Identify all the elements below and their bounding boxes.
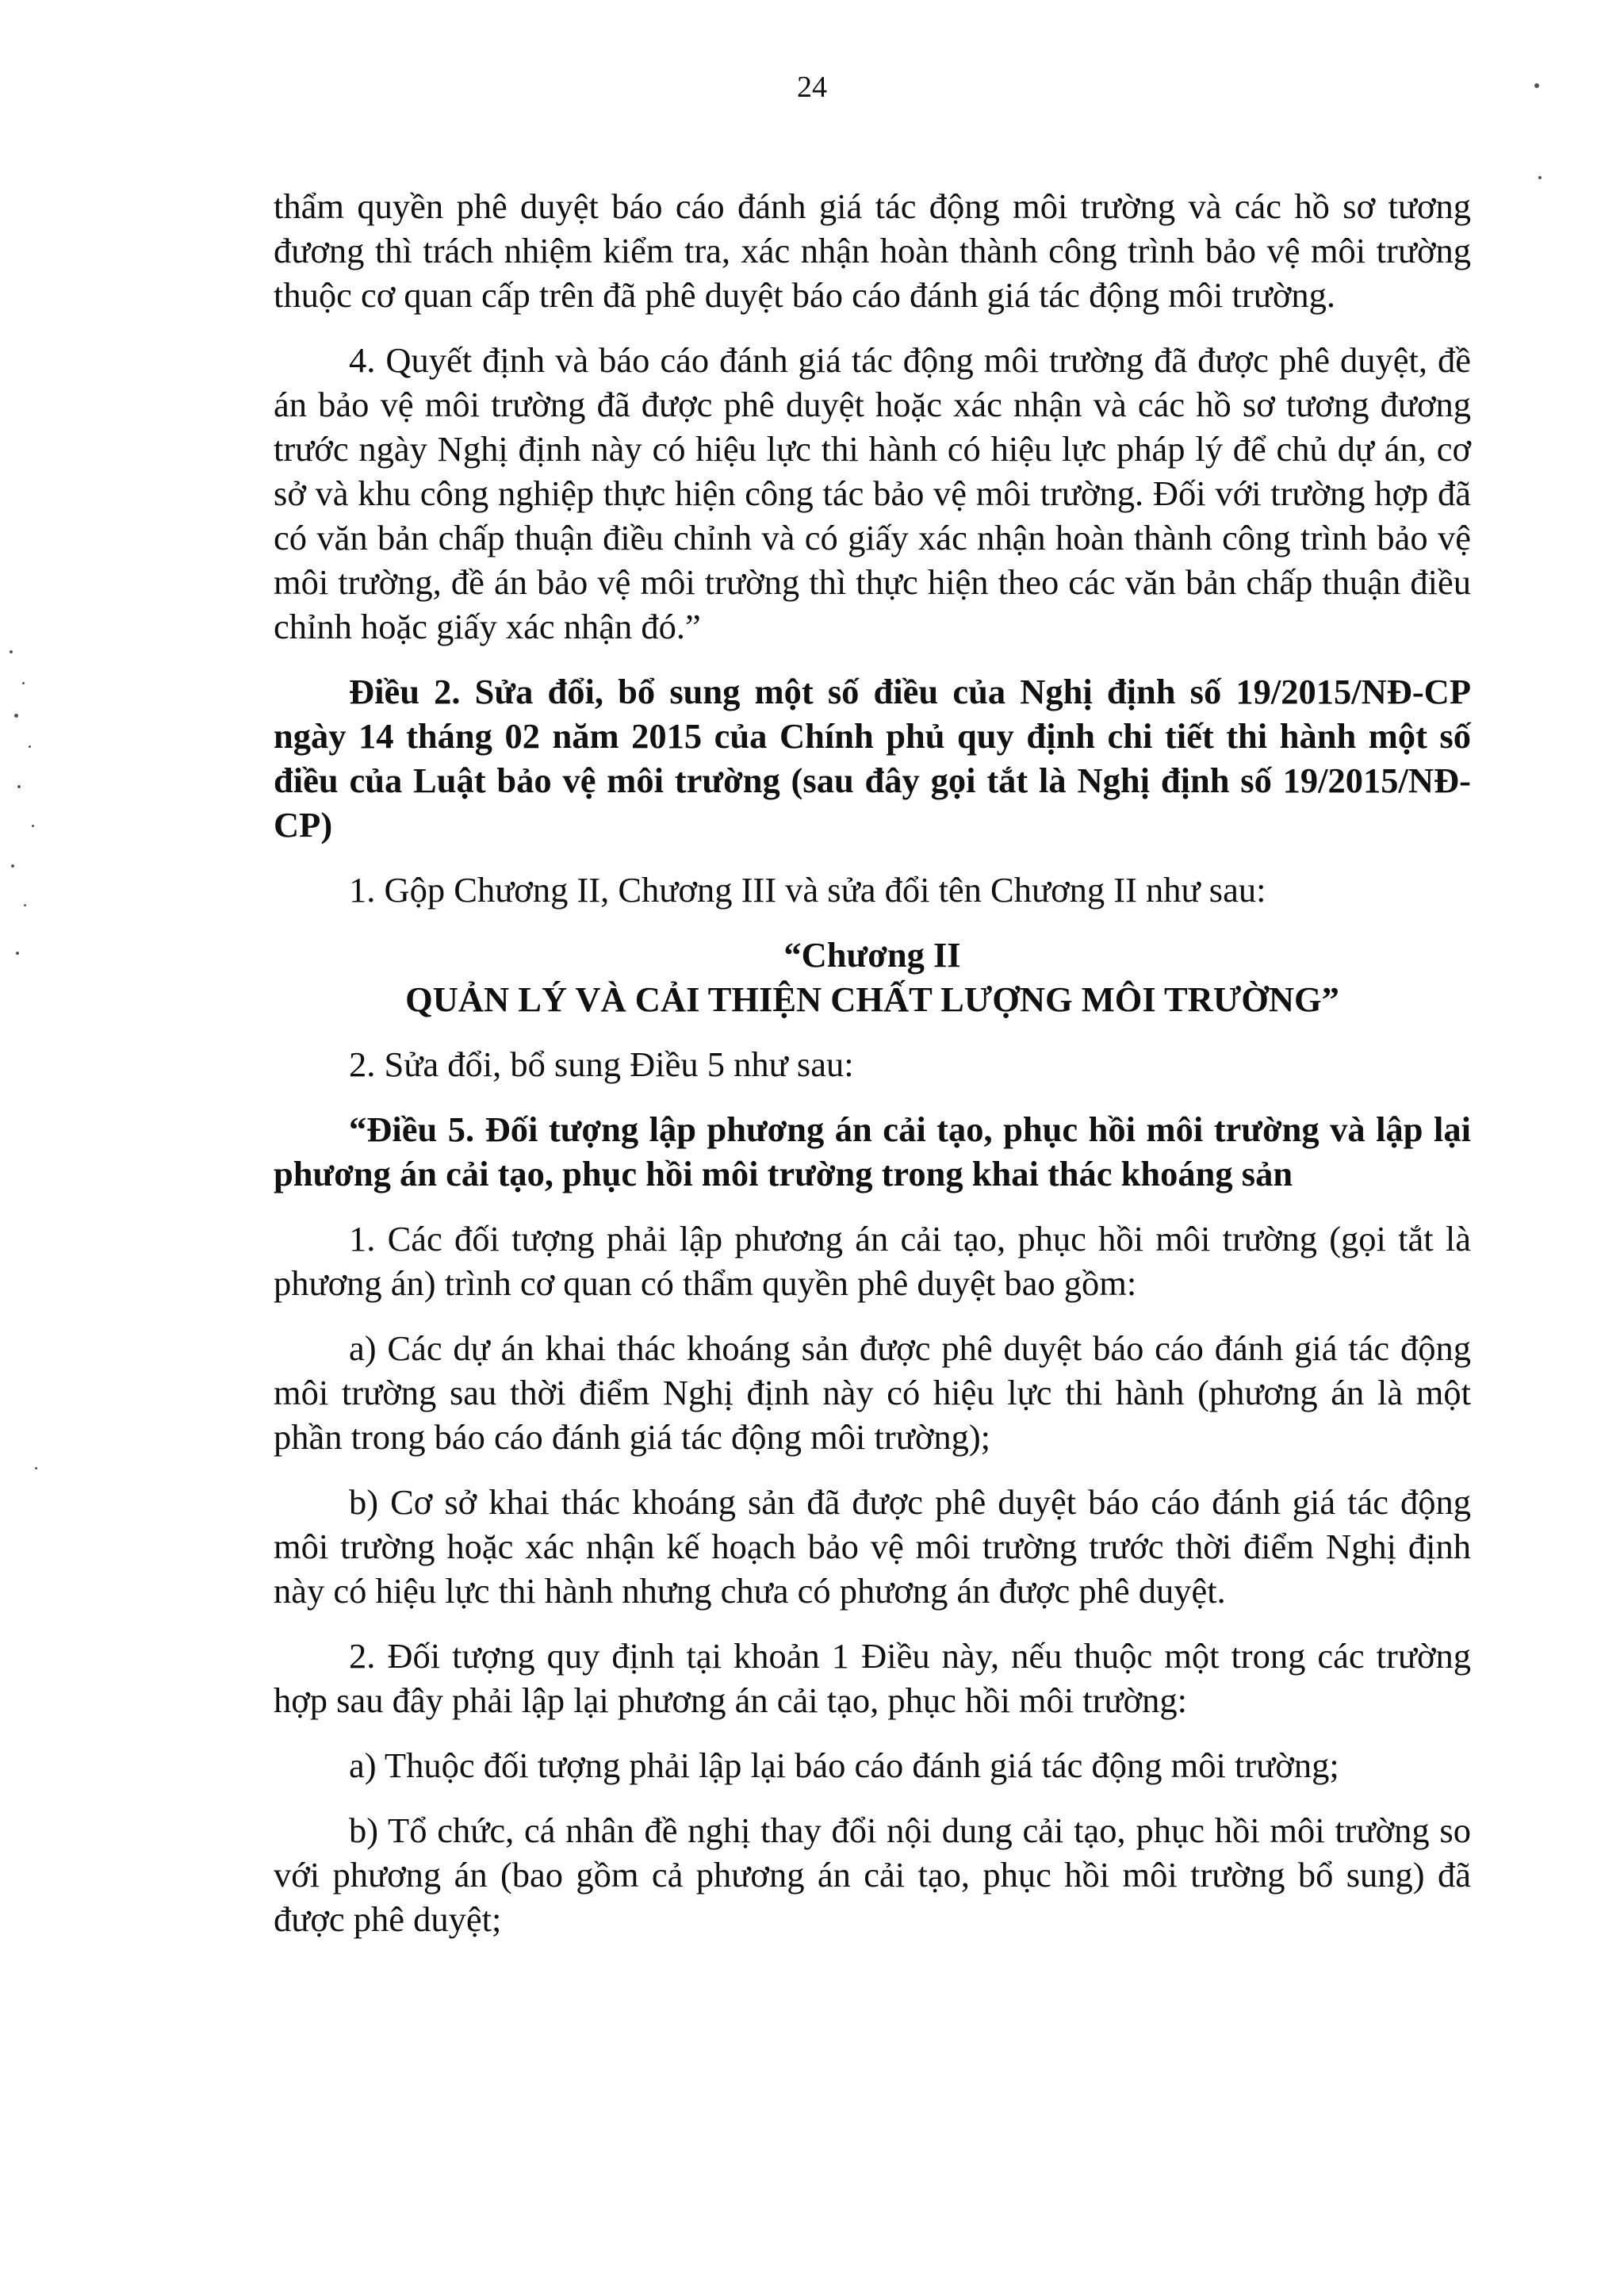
chapter-number: “Chương II	[783, 935, 961, 975]
page-number: 24	[797, 71, 827, 104]
article-5-clause-1: 1. Các đối tượng phải lập phương án cải tạo, phục hồi môi trường (gọi tắt là phương án) trình cơ quan có thẩm quyền phê duyệt bao gồm:	[274, 1219, 1471, 1303]
paragraph-continuation: thẩm quyền phê duyệt báo cáo đánh giá tác động môi trường và các hồ sơ tương đương thì trách nhiệm kiểm tra, xác nhận hoàn thành công trình bảo vệ môi trường thuộc cơ quan cấp trên đã phê duyệt báo cáo đánh giá tác động môi trường.	[274, 186, 1471, 315]
item-1: 1. Gộp Chương II, Chương III và sửa đổi tên Chương II như sau:	[349, 870, 1266, 910]
article-2-heading: Điều 2. Sửa đổi, bổ sung một số điều của Nghị định số 19/2015/NĐ-CP ngày 14 tháng 02 năm 2015 của Chính phủ quy định chi tiết thi hành một số điều của Luật bảo vệ môi trường (sau đây gọi tắt là Nghị định số 19/2015/NĐ-CP)	[274, 672, 1471, 845]
item-2: 2. Sửa đổi, bổ sung Điều 5 như sau:	[349, 1044, 854, 1084]
chapter-name: QUẢN LÝ VÀ CẢI THIỆN CHẤT LƯỢNG MÔI TRƯỜNG”	[405, 979, 1339, 1019]
article-5-clause-1b: b) Cơ sở khai thác khoáng sản đã được phê duyệt báo cáo đánh giá tác động môi trường hoặc xác nhận kế hoạch bảo vệ môi trường trước thời điểm Nghị định này có hiệu lực thi hành nhưng chưa có phương án được phê duyệt.	[274, 1482, 1471, 1611]
article-5-heading: “Điều 5. Đối tượng lập phương án cải tạo, phục hồi môi trường và lập lại phương án cải tạo, phục hồi môi trường trong khai thác khoáng sản	[274, 1109, 1471, 1193]
chapter-title	[274, 933, 1471, 1021]
paragraph-item-4: 4. Quyết định và báo cáo đánh giá tác động môi trường đã được phê duyệt, đề án bảo vệ môi trường đã được phê duyệt hoặc xác nhận và các hồ sơ tương đương trước ngày Nghị định này có hiệu lực thi hành có hiệu lực pháp lý để chủ dự án, cơ sở và khu công nghiệp thực hiện công tác bảo vệ môi trường. Đối với trường hợp đã có văn bản chấp thuận điều chỉnh và có giấy xác nhận hoàn thành công trình bảo vệ môi trường, đề án bảo vệ môi trường thì thực hiện theo các văn bản chấp thuận điều chỉnh hoặc giấy xác nhận đó.”	[274, 340, 1471, 646]
article-5-clause-1a: a) Các dự án khai thác khoáng sản được phê duyệt báo cáo đánh giá tác động môi trường sau thời điểm Nghị định này có hiệu lực thi hành (phương án là một phần trong báo cáo đánh giá tác động môi trường);	[274, 1328, 1471, 1457]
document-body	[274, 184, 1471, 1962]
article-5-clause-2: 2. Đối tượng quy định tại khoản 1 Điều này, nếu thuộc một trong các trường hợp sau đây phải lập lại phương án cải tạo, phục hồi môi trường:	[274, 1636, 1471, 1720]
article-5-clause-2a: a) Thuộc đối tượng phải lập lại báo cáo đánh giá tác động môi trường;	[349, 1745, 1339, 1785]
article-5-clause-2b: b) Tổ chức, cá nhân đề nghị thay đổi nội dung cải tạo, phục hồi môi trường so với phương án (bao gồm cả phương án cải tạo, phục hồi môi trường bổ sung) đã được phê duyệt;	[274, 1810, 1471, 1939]
